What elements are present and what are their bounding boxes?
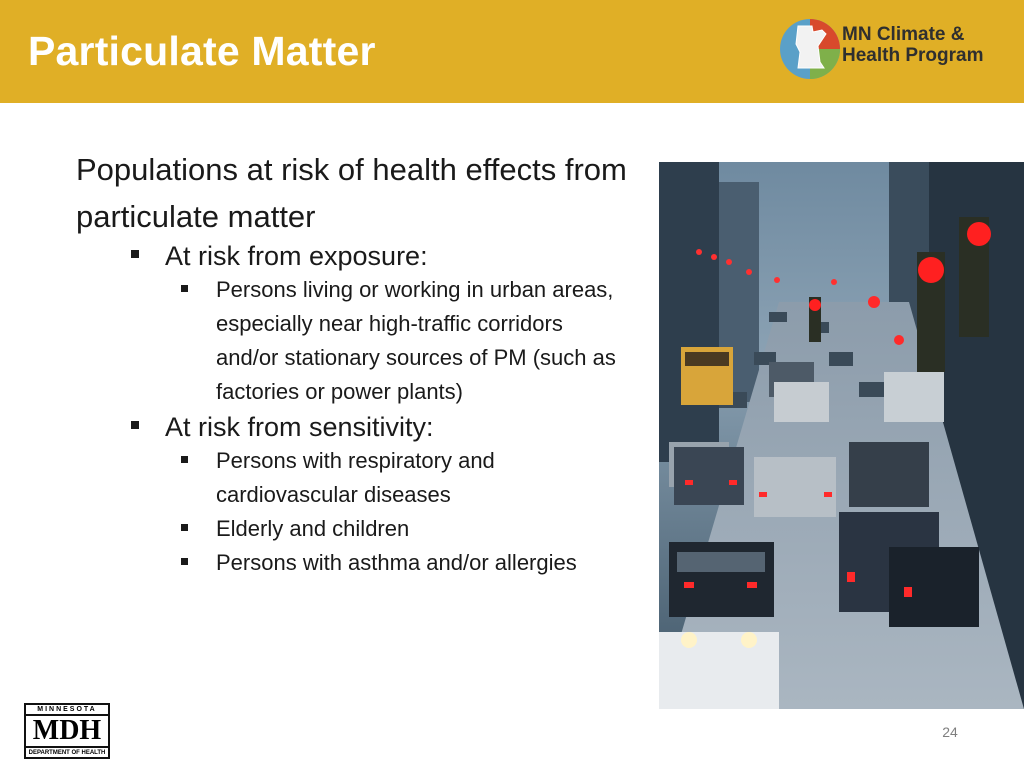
slide-title: Particulate Matter: [28, 28, 376, 74]
square-bullet-icon: [131, 421, 139, 429]
mdh-logo-main: MDH: [32, 715, 102, 746]
square-bullet-icon: [181, 524, 188, 531]
mdh-logo-bottom: DEPARTMENT OF HEALTH: [26, 746, 108, 759]
logo-line-1: MN Climate &: [842, 24, 965, 45]
square-bullet-icon: [181, 558, 188, 565]
bullet-level2: [76, 546, 616, 580]
mn-state-globe-icon: [780, 16, 840, 82]
page-number: 24: [942, 724, 958, 740]
content-heading: Populations at risk of health effects from particulate matter: [76, 152, 627, 234]
bullet-content: [76, 146, 636, 580]
bullet-text: Elderly and children: [216, 516, 410, 541]
bullet-text: Persons living or working in urban areas, especially near high-traffic corridors and/or stationary sources of PM (such as factories or power plants): [216, 277, 616, 404]
bullet-level1: [76, 240, 636, 273]
bullet-label: At risk from exposure:: [165, 241, 428, 271]
mn-climate-health-logo: [780, 16, 1010, 86]
bullet-label: At risk from sensitivity:: [165, 412, 434, 442]
square-bullet-icon: [131, 250, 139, 258]
logo-text: [842, 24, 983, 66]
bullet-text: Persons with asthma and/or allergies: [216, 550, 577, 575]
logo-line-2: Health Program: [842, 45, 984, 66]
bullet-level2: [76, 444, 616, 512]
city-traffic-photo: [659, 162, 1024, 709]
bullet-level2: [76, 273, 616, 409]
bullet-level2: [76, 512, 616, 546]
title-bar: [0, 0, 1024, 103]
square-bullet-icon: [181, 456, 188, 463]
bullet-text: Persons with respiratory and cardiovascular diseases: [216, 448, 495, 507]
square-bullet-icon: [181, 285, 188, 292]
mdh-logo-top: MINNESOTA: [26, 705, 108, 716]
bullet-level1: [76, 411, 636, 444]
mdh-logo: [24, 703, 110, 759]
